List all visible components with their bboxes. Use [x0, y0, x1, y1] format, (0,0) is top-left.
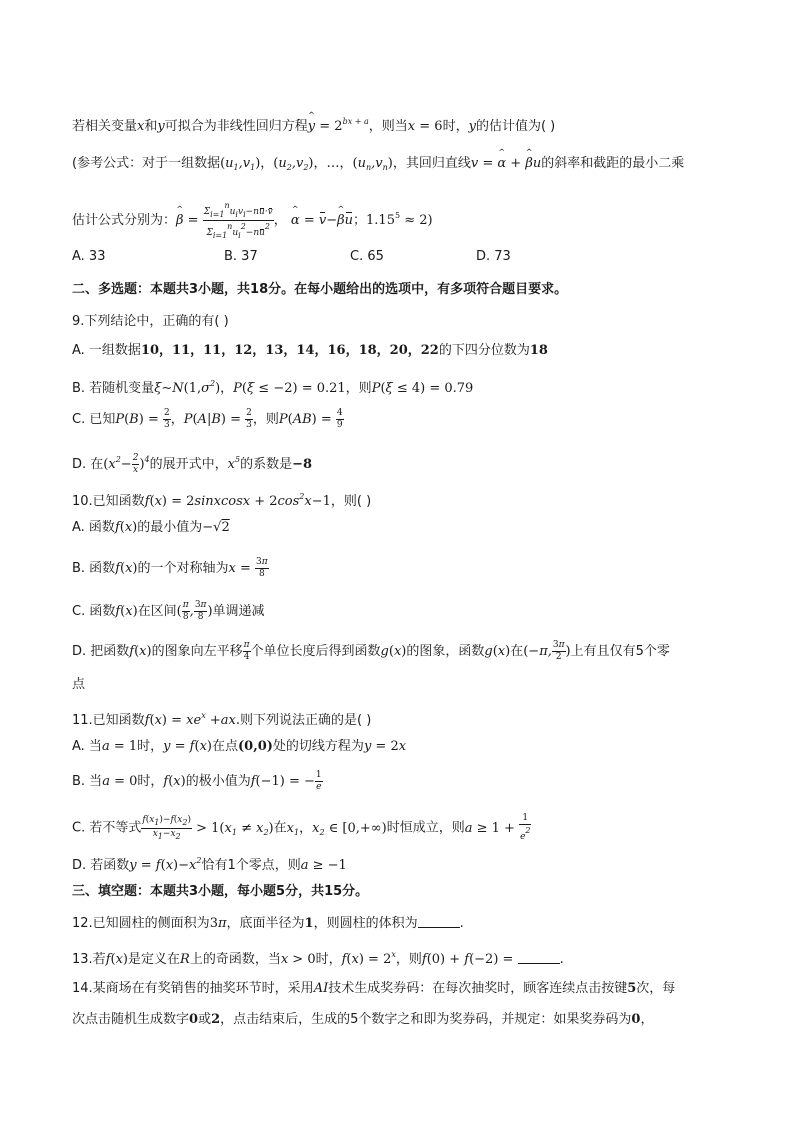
math-value: −8: [292, 457, 313, 472]
text: 上的奇函数，当: [189, 952, 281, 967]
math-0: 0: [189, 1012, 199, 1027]
q11-option-d: [72, 851, 347, 876]
text: 的最小值为: [137, 520, 203, 535]
math-f: f(x): [129, 644, 152, 659]
math-2: 2: [211, 1012, 221, 1027]
math-data: 10，11，11，12，13，14，16，18，20，22: [140, 343, 439, 358]
text: 的斜率和截距的最小二乘: [541, 156, 685, 171]
text: 的图象，函数: [406, 644, 485, 659]
q10-stem: [72, 487, 371, 512]
text: C. 已知: [72, 412, 116, 427]
text: ，则( ): [330, 494, 372, 509]
text: 的估计值为( ): [475, 119, 556, 134]
text: 的系数是: [240, 457, 293, 472]
text: .: [459, 916, 464, 931]
q8-options: [72, 247, 511, 267]
q8-estimate: [72, 200, 433, 241]
math-x5: $x^5$: [227, 455, 241, 472]
math-min: f(−1) = − $\frac{1}{e}$: [250, 770, 322, 792]
math-area: 3π: [209, 916, 227, 931]
text: 10.已知函数: [72, 494, 145, 509]
text: 的下四分位数为: [438, 343, 530, 358]
math-f: $f(x) = xe^x +ax$.: [144, 711, 240, 728]
math-cond: a ≥ 1 + $\frac{1}{e2}$: [464, 813, 531, 842]
math-f: f(x): [115, 561, 138, 576]
math-binomial: ($x^2-$ $\frac{2}{x}$ )$^4$: [103, 453, 150, 475]
text: 13.若: [72, 952, 106, 967]
math-f: f(x) = 2sinxcosx + $2\cos^2x-1$: [144, 492, 331, 509]
math-0: 0: [631, 1012, 641, 1027]
text: C. 若不等式: [72, 820, 142, 836]
text: .: [559, 952, 564, 967]
text: 在点: [211, 739, 238, 754]
text: 若相关变量: [72, 119, 138, 134]
q13: [72, 945, 564, 970]
q11-option-a: [72, 737, 406, 757]
q8-reference: [72, 154, 684, 178]
text: B. 若随机变量: [72, 381, 155, 396]
text: B. 当: [72, 774, 103, 789]
math-tangent: y = 2x: [363, 739, 407, 754]
text: 时，: [137, 774, 164, 789]
text: 在区间: [137, 604, 177, 619]
q11-stem: [72, 706, 371, 731]
q10-option-a: [72, 518, 230, 538]
math-y: y: [157, 119, 165, 134]
text: 的一个对称轴为: [137, 561, 229, 576]
text: 时恒成立，则: [386, 820, 465, 836]
section-3-heading: 三、填空题：本题共3小题，每小题5分，共15分。: [72, 884, 369, 899]
text: D. 把函数: [72, 644, 130, 659]
math-g: g(x): [380, 644, 407, 659]
math-shift: $\frac{\pi}{4}$: [243, 640, 250, 662]
text: 14.某商场在有奖销售的抽奖环节时，采用: [72, 981, 314, 996]
text: 在: [510, 644, 524, 659]
q14-line-1: [72, 979, 675, 999]
q14-line-2: [72, 1010, 653, 1030]
q9-option-c: [72, 408, 344, 431]
q9-stem: 9.下列结论中，正确的有( ): [72, 314, 229, 329]
math-value: 18: [529, 343, 548, 358]
q11-option-b: [72, 770, 323, 793]
text: B. 函数: [72, 561, 116, 576]
text: A. 函数: [72, 520, 115, 535]
math-domain: $x_1$，$x_2$ ∈ [0,+∞): [286, 820, 387, 837]
text: A. 一组数据: [72, 343, 141, 358]
math-cond: P(B) = $\frac{2}{3}$ ，P(A|B) = $\frac{2}{3}$ ，则P(AB) = $\frac{4}{9}$: [115, 408, 343, 430]
math-def: $f(x) = 2^x$: [341, 950, 396, 967]
text: 时，: [442, 119, 469, 134]
math-data: $(u_1,v_1)$，$(u_2,v_2)$，…，$(u_n,v_n)$: [220, 156, 393, 172]
math-interval: ( $\frac{\pi}{8}$ , $\frac{3\pi}{8}$ ): [176, 600, 213, 622]
math-yfx: y = f(x): [163, 739, 212, 754]
text: ，: [640, 1012, 654, 1027]
math-regression: ^ $y = 2^{bx + a}$: [308, 119, 369, 134]
math-x: x: [137, 119, 145, 134]
math-f: f(x): [105, 952, 128, 967]
option-d: D. 73: [476, 249, 511, 264]
q12: [72, 914, 464, 934]
text: ，其回归直线: [392, 156, 471, 171]
math-interval: (−π, $\frac{3\pi}{2}$ ): [523, 640, 571, 662]
text: 的图象向左平移: [151, 644, 243, 659]
text: 11.已知函数: [72, 713, 145, 728]
math-func: $y = f(x)-x^2$: [129, 856, 202, 873]
q9-option-a: [72, 341, 548, 361]
text: 是定义在: [128, 952, 181, 967]
text: 估计公式分别为：: [72, 213, 177, 228]
text: D. 在: [72, 457, 104, 472]
text: ，点击结束后，生成的5个数字之和即为奖券码，并规定：如果奖券码为: [220, 1012, 632, 1027]
math-ineq: $\frac{f(x1)-f(x2)}{x1-x2}$ > $1(x_1 \ne x_2)$: [142, 814, 274, 841]
q10-option-c: [72, 600, 265, 623]
math-f: f(x): [114, 520, 138, 535]
q9-option-b: [72, 374, 473, 399]
math-AI: AI: [313, 981, 329, 996]
option-b: B. 37: [224, 249, 258, 264]
math-value: −√2: [202, 520, 230, 535]
math-g: g(x): [484, 644, 511, 659]
math-f: f(x): [163, 774, 186, 789]
math-line: v = ^ α + ^ βu: [471, 156, 541, 171]
text: ；: [353, 213, 367, 228]
text: 上有且仅有5个零: [570, 644, 670, 659]
math-expr: f(0) + f(−2) =: [421, 952, 518, 967]
math-cond: a ≥ −1: [300, 858, 347, 873]
q8-intro: [72, 112, 555, 137]
math-prob: P(ξ ≤ 4) = 0.79: [371, 381, 474, 396]
text: 12.已知圆柱的侧面积为: [72, 916, 210, 931]
q11-option-c: [72, 813, 531, 843]
text: (参考公式：对于一组数据: [72, 156, 221, 171]
text: 时，: [315, 952, 342, 967]
math-cond: x > 0: [280, 952, 316, 967]
text: 次点击随机生成数字: [72, 1012, 190, 1027]
text: 的展开式中，: [149, 457, 228, 472]
math-5: 5: [627, 981, 637, 996]
text: 单调递减: [212, 604, 265, 619]
math-approx: $1.15^5 \approx 2$): [366, 211, 433, 228]
section-2-heading: 二、多选题：本题共3小题，共18分。在每小题给出的选项中，有多项符合题目要求。: [72, 282, 568, 297]
answer-blank[interactable]: [518, 951, 560, 964]
text: A. 当: [72, 739, 102, 754]
text: 处的切线方程为: [272, 739, 364, 754]
option-c: C. 65: [350, 249, 384, 264]
text: 可拟合为非线性回归方程: [164, 119, 308, 134]
text: ，则: [395, 952, 422, 967]
q10-option-d: [72, 640, 670, 663]
math-normal: $\xi\sim N(1,\sigma^2)$，P(ξ ≤ −2) = 0.21: [154, 379, 346, 396]
text: D. 若函数: [72, 858, 130, 873]
math-R: R: [180, 952, 190, 967]
text: 和: [144, 119, 158, 134]
answer-blank[interactable]: [418, 915, 460, 928]
text: C. 函数: [72, 604, 116, 619]
math-point: (0,0): [238, 739, 273, 754]
q10-option-b: [72, 557, 269, 580]
q9-option-d: [72, 450, 312, 476]
text: ，则: [345, 381, 372, 396]
math-a0: a = 0: [102, 774, 138, 789]
text: ，则圆柱的体积为: [313, 916, 418, 931]
math-radius: 1: [304, 916, 314, 931]
text: 则下列说法正确的是( ): [239, 713, 372, 728]
text: 技术生成奖券码：在每次抽奖时，顾客连续点击按键: [328, 981, 628, 996]
text: ，底面半径为: [226, 916, 305, 931]
text: 恰有1个零点，则: [201, 858, 301, 873]
text: 次，每: [636, 981, 676, 996]
math-x6: x = 6: [407, 119, 443, 134]
text: 在: [273, 820, 287, 836]
math-a1: a = 1: [101, 739, 138, 754]
text: 个单位长度后得到函数: [250, 644, 381, 659]
math-axis: x = $\frac{3\pi}{8}$: [228, 557, 268, 579]
text: 或: [198, 1012, 212, 1027]
math-f: f(x): [115, 604, 138, 619]
math-y: y: [468, 119, 476, 134]
option-a: A. 33: [72, 249, 106, 264]
math-beta: ^ β = $\frac{\text{Σi=1nuivi−nu·v}}{\text{Σi=1nui2−nu2}}$ ， ^ α = v−^ βu: [176, 213, 353, 228]
q10-option-d-cont: 点: [72, 677, 86, 692]
text: ，则当: [368, 119, 408, 134]
text: 时，: [137, 739, 164, 754]
text: 的极小值为: [185, 774, 251, 789]
